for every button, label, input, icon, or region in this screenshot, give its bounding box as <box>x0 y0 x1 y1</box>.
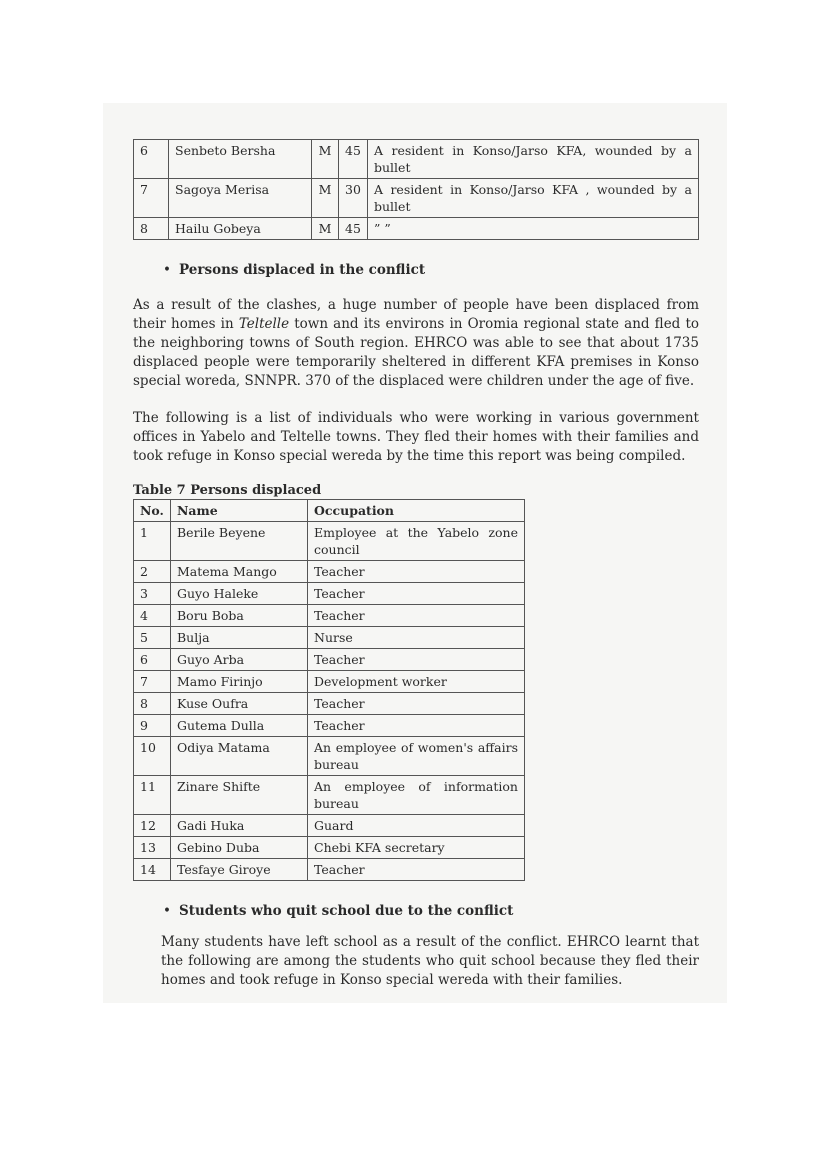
cell-name: Gadi Huka <box>171 815 308 837</box>
cell-sex: M <box>312 218 339 240</box>
table-row <box>134 671 525 693</box>
cell-name: Zinare Shifte <box>171 776 308 815</box>
table-row <box>134 605 525 627</box>
table-row <box>134 837 525 859</box>
cell-name: Gutema Dulla <box>171 715 308 737</box>
header-no: No. <box>134 500 171 522</box>
document-page <box>103 103 727 1003</box>
section-heading-students <box>163 903 699 919</box>
cell-name: Kuse Oufra <box>171 693 308 715</box>
cell-name: Senbeto Bersha <box>169 140 312 179</box>
cell-name: Boru Boba <box>171 605 308 627</box>
cell-occupation: Guard <box>308 815 525 837</box>
table-row <box>134 776 525 815</box>
table-header-row <box>134 500 525 522</box>
heading-text: Students who quit school due to the conflict <box>179 903 514 919</box>
cell-occupation: Teacher <box>308 561 525 583</box>
cell-occupation: Employee at the Yabelo zone council <box>308 522 525 561</box>
cell-occupation: An employee of information bureau <box>308 776 525 815</box>
cell-occupation: Chebi KFA secretary <box>308 837 525 859</box>
cell-name: Matema Mango <box>171 561 308 583</box>
cell-occupation: Teacher <box>308 715 525 737</box>
cell-name: Guyo Arba <box>171 649 308 671</box>
cell-name: Mamo Firinjo <box>171 671 308 693</box>
cell-name: Hailu Gobeya <box>169 218 312 240</box>
cell-occupation: Development worker <box>308 671 525 693</box>
cell-sex: M <box>312 140 339 179</box>
cell-name: Sagoya Merisa <box>169 179 312 218</box>
cell-no: 12 <box>134 815 171 837</box>
cell-no: 8 <box>134 218 169 240</box>
table-row <box>134 715 525 737</box>
header-name: Name <box>171 500 308 522</box>
section-heading-displaced <box>163 262 699 278</box>
table-row <box>134 218 699 240</box>
cell-no: 14 <box>134 859 171 881</box>
cell-occupation: Teacher <box>308 583 525 605</box>
cell-description: ” ” <box>368 218 699 240</box>
cell-name: Guyo Haleke <box>171 583 308 605</box>
cell-no: 11 <box>134 776 171 815</box>
cell-no: 2 <box>134 561 171 583</box>
persons-displaced-table <box>133 499 525 881</box>
cell-occupation: Nurse <box>308 627 525 649</box>
table-row <box>134 815 525 837</box>
page-content <box>133 139 699 990</box>
cell-no: 9 <box>134 715 171 737</box>
cell-age: 45 <box>339 140 368 179</box>
cell-occupation: Teacher <box>308 859 525 881</box>
cell-no: 6 <box>134 649 171 671</box>
cell-no: 3 <box>134 583 171 605</box>
cell-no: 8 <box>134 693 171 715</box>
cell-age: 30 <box>339 179 368 218</box>
cell-name: Tesfaye Giroye <box>171 859 308 881</box>
bullet-icon: • <box>163 903 171 919</box>
cell-no: 7 <box>134 671 171 693</box>
place-name-italic: Teltelle <box>238 316 290 332</box>
cell-age: 45 <box>339 218 368 240</box>
paragraph-students: Many students have left school as a result of the conflict. EHRCO learnt that the following are among the students who quit school because they fled their homes and took refuge in Konso special wereda with their families. <box>161 934 699 988</box>
cell-occupation: Teacher <box>308 693 525 715</box>
cell-description: A resident in Konso/Jarso KFA , wounded by a bullet <box>368 179 699 218</box>
table-row <box>134 522 525 561</box>
cell-name: Bulja <box>171 627 308 649</box>
cell-no: 7 <box>134 179 169 218</box>
table-row <box>134 693 525 715</box>
cell-name: Odiya Matama <box>171 737 308 776</box>
cell-description: A resident in Konso/Jarso KFA, wounded by a bullet <box>368 140 699 179</box>
cell-no: 13 <box>134 837 171 859</box>
table-row <box>134 583 525 605</box>
cell-no: 6 <box>134 140 169 179</box>
cell-no: 10 <box>134 737 171 776</box>
cell-no: 5 <box>134 627 171 649</box>
bullet-icon: • <box>163 262 171 278</box>
cell-occupation: An employee of women's affairs bureau <box>308 737 525 776</box>
paragraph-displaced-list-intro: The following is a list of individuals who were working in various government offices in Yabelo and Teltelle towns. They fled their homes with their families and took refuge in Konso special wereda by the time this report was being compiled. <box>133 410 699 464</box>
victims-table <box>133 139 699 240</box>
table-row <box>134 627 525 649</box>
heading-text: Persons displaced in the conflict <box>179 262 426 278</box>
table-caption: Table 7 Persons displaced <box>133 483 322 498</box>
paragraph-displaced-summary: As a result of the clashes, a huge number of people have been displaced from their homes in Teltelle town and its environs in Oromia regional state and fled to the neighboring towns of South region. EHRCO was able to see that about 1735 displaced people were temporarily sheltered in different KFA premises in Konso special woreda, SNNPR. 370 of the displaced were children under the age of five. <box>133 297 699 389</box>
cell-sex: M <box>312 179 339 218</box>
table-row <box>134 561 525 583</box>
cell-no: 4 <box>134 605 171 627</box>
cell-occupation: Teacher <box>308 649 525 671</box>
cell-no: 1 <box>134 522 171 561</box>
table-row <box>134 737 525 776</box>
table-row <box>134 649 525 671</box>
header-occupation: Occupation <box>308 500 525 522</box>
cell-occupation: Teacher <box>308 605 525 627</box>
table-row <box>134 140 699 179</box>
table-row <box>134 179 699 218</box>
table-row <box>134 859 525 881</box>
cell-name: Berile Beyene <box>171 522 308 561</box>
cell-name: Gebino Duba <box>171 837 308 859</box>
